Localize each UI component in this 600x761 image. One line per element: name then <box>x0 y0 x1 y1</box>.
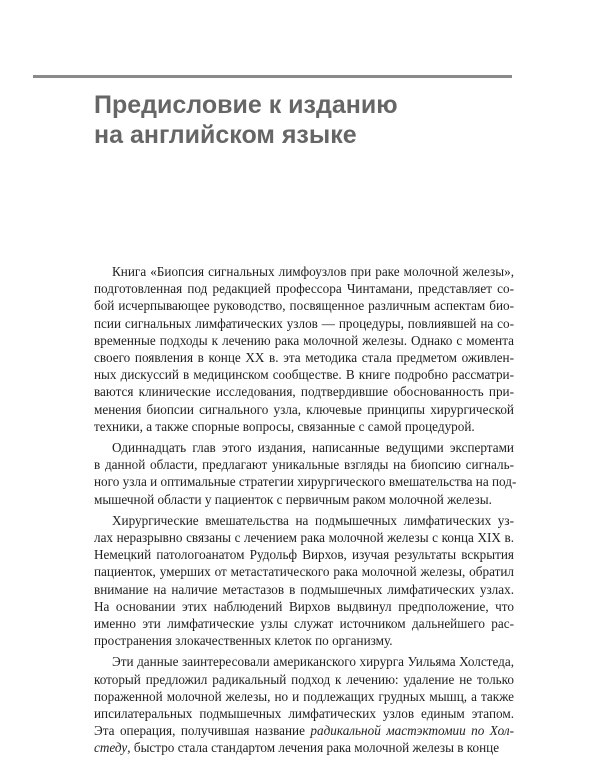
italic-term: радикальной мастэктомии по Хол- <box>310 723 514 739</box>
text-line: подготовленная под редакцией профессора Чинтамани, представляет со- <box>94 281 514 297</box>
text-line: Книга «Биопсия сигнальных лимфоузлов при раке молочной железы», <box>112 264 514 279</box>
text-line: ипсилатеральных подмышечных лимфатических узлов единым этапом. <box>94 706 514 722</box>
text-line: Хирургические вмешательства на подмышечных лимфатических уз- <box>112 512 514 528</box>
text-line: бой исчерпывающее руководство, посвященное различным аспектам био- <box>94 298 514 314</box>
italic-term: стеду <box>94 740 128 756</box>
paragraph-2 <box>94 439 517 508</box>
paragraph-4 <box>94 653 514 756</box>
chapter-title <box>94 90 514 150</box>
text-line: Одиннадцать глав этого издания, написанные ведущими экспертами <box>112 440 514 456</box>
body-text <box>94 263 517 761</box>
chapter-title-line-1: Предисловие к изданию <box>94 91 398 119</box>
text-line: временные подходы к лечению рака молочной железы. Однако с момента <box>94 332 514 348</box>
text-segment: , быстро стала стандартом лечения рака молочной железы в конце <box>127 740 500 756</box>
text-line: Немецкий патологоанатом Рудольф Вирхов, изучая результаты вскрытия <box>94 547 514 563</box>
text-line: псии сигнальных лимфатических узлов — процедуры, повлиявшей на со- <box>94 315 514 331</box>
text-line <box>94 739 514 756</box>
text-line: своего появления в конце XX в. эта методика стала предметом оживлен- <box>94 350 514 366</box>
paragraph-3 <box>94 512 514 650</box>
text-line: который предложил радикальный подход к лечению: удаление не только <box>94 671 514 687</box>
text-line: ных дискуссий в медицинском сообществе. В книге подробно рассматри- <box>94 367 514 383</box>
text-line <box>94 722 514 739</box>
text-line: именно эти лимфатические узлы служат источником дальнейшего рас- <box>94 616 514 632</box>
text-line: в данной области, предлагают уникальные взгляды на биопсию сигналь- <box>94 457 514 473</box>
text-line: мышечной области у пациенток с первичным раком молочной железы. <box>94 491 492 507</box>
text-line: менения биопсии сигнального узла, ключевые принципы хирургической <box>94 401 514 417</box>
chapter-title-line-2: на английском языке <box>94 121 357 149</box>
paragraph-1 <box>94 263 514 435</box>
text-line: ваются клинические исследования, подтвердившие обоснованность при- <box>94 384 514 400</box>
header-rule <box>33 75 512 78</box>
text-line: лах неразрывно связаны с лечением рака молочной железы с конца XIX в. <box>94 530 514 546</box>
text-line: пространения злокачественных клеток по организму. <box>94 633 393 649</box>
text-line: внимание на наличие метастазов в подмышечных лимфатических узлах. <box>94 581 514 597</box>
text-line: На основании этих наблюдений Вирхов выдвинул предположение, что <box>94 598 514 614</box>
text-line: пациенток, умерших от метастатического рака молочной железы, обратил <box>94 564 514 580</box>
text-segment: Эта операция, получившая название <box>94 723 305 739</box>
text-line: ного узла и оптимальные стратегии хирургического вмешательства на под- <box>94 474 517 490</box>
text-line: техники, а также спорные вопросы, связанные с самой процедурой. <box>94 418 475 434</box>
text-line: пораженной молочной железы, но и подлежащих грудных мышц, а также <box>94 688 514 704</box>
text-line: Эти данные заинтересовали американского хирурга Уильяма Холстеда, <box>112 654 514 670</box>
